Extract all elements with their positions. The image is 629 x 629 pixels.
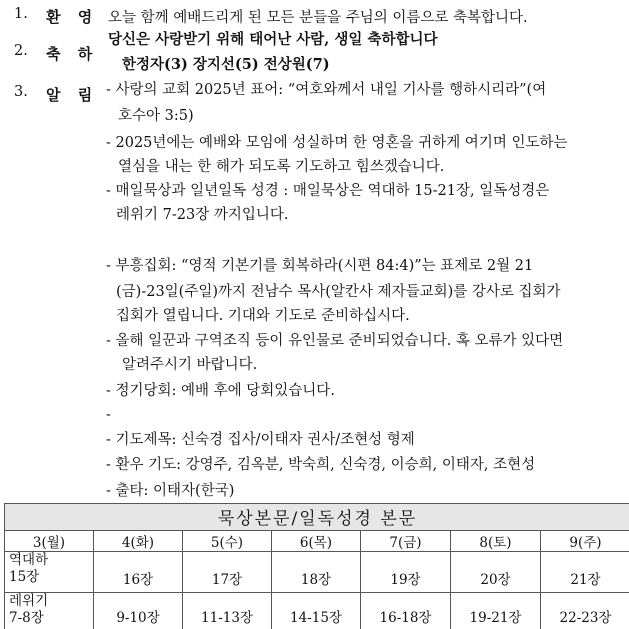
day-header: 8(토) — [451, 531, 541, 552]
birthday-names: 한정자(3) 장지선(5) 전상원(7) — [122, 56, 330, 73]
table-cell — [541, 593, 629, 629]
table-cell — [451, 552, 541, 593]
notice-line: - 매일묵상과 일년일독 성경 : 매일묵상은 역대하 15-21장, 일독성경은 — [106, 183, 550, 199]
table-cell — [183, 593, 272, 629]
chapter-value: 14-15장 — [290, 610, 342, 626]
notice-line: 열심을 내는 한 해가 되도록 기도하고 힘쓰겠습니다. — [118, 159, 445, 175]
notice-line: - 2025년에는 예배와 모임에 성실하며 한 영혼을 귀하게 여기며 인도하는 — [106, 135, 568, 151]
day-header: 3(월) — [5, 531, 94, 552]
table-cell — [94, 593, 183, 629]
notice-line: 알려주시기 바랍니다. — [122, 357, 258, 373]
notice-line: - 올해 일꾼과 구역조직 등이 유인물로 준비되었습니다. 혹 오류가 있다면 — [106, 333, 564, 349]
table-cell — [5, 552, 94, 593]
table-cell — [451, 593, 541, 629]
notice-line: 호수아 3:5) — [118, 108, 194, 124]
table-cell — [541, 552, 629, 593]
table-header-row — [5, 531, 629, 552]
welcome-number: 1. — [14, 6, 28, 22]
notice-line: - — [106, 407, 111, 423]
book-label: 역대하 — [9, 552, 49, 568]
chapter-value: 21장 — [570, 572, 601, 588]
reading-schedule-table — [4, 503, 629, 629]
chapter-value: 16장 — [122, 572, 154, 588]
table-title: 묵상본문/일독성경 본문 — [5, 504, 629, 531]
notice-line: 집회가 열립니다. 기대와 기도로 준비하십시다. — [116, 308, 410, 324]
notice-number: 3. — [14, 84, 28, 100]
chapter-value: 15장 — [9, 569, 40, 585]
chapter-value: 17장 — [211, 572, 243, 588]
notice-line: - 출타: 이태자(한국) — [106, 483, 235, 499]
welcome-heading: 환 영 — [46, 8, 99, 26]
chapter-value: 19장 — [390, 572, 421, 588]
notice-line: - 사랑의 교회 2025년 표어: “여호와께서 내일 기사를 행하시리라”(여 — [106, 82, 547, 98]
notice-line: (금)-23일(주일)까지 전남수 목사(알칸사 제자들교회)를 강사로 집회가 — [116, 284, 561, 300]
table-cell — [272, 593, 361, 629]
chapter-value: 7-8장 — [9, 610, 44, 626]
table-cell — [183, 552, 272, 593]
day-header: 5(수) — [183, 531, 272, 552]
table-row — [5, 552, 629, 593]
notice-line: - 정기당회: 예배 후에 당회있습니다. — [106, 383, 335, 399]
notice-heading: 알 림 — [46, 86, 99, 104]
chapter-value: 16-18장 — [379, 610, 432, 626]
notice-line: - 부흥집회: “영적 기본기를 회복하라(시편 84:4)”는 표제로 2월 21 — [106, 258, 534, 274]
day-header: 9(주) — [541, 531, 629, 552]
congrats-number: 2. — [14, 43, 28, 59]
chapter-value: 22-23장 — [559, 610, 612, 626]
chapter-value: 11-13장 — [201, 610, 253, 626]
table-cell — [361, 593, 451, 629]
chapter-value: 18장 — [300, 572, 332, 588]
table-cell — [94, 552, 183, 593]
congrats-text: 당신은 사랑받기 위해 태어난 사람, 생일 축하합니다 — [108, 31, 438, 48]
notice-line: 레위기 7-23장 까지입니다. — [116, 207, 289, 223]
day-header: 7(금) — [361, 531, 451, 552]
table-cell — [5, 593, 94, 629]
book-label: 레위기 — [9, 593, 49, 609]
notice-line: - 기도제목: 신숙경 집사/이태자 권사/조현성 형제 — [106, 432, 415, 448]
notice-line: - 환우 기도: 강영주, 김옥분, 박숙희, 신숙경, 이승희, 이태자, 조현성 — [106, 457, 536, 473]
table-cell — [272, 552, 361, 593]
chapter-value: 9-10장 — [116, 610, 160, 626]
welcome-text: 오늘 함께 예배드리게 된 모든 분들을 주님의 이름으로 축복합니다. — [108, 10, 528, 26]
chapter-value: 19-21장 — [469, 610, 522, 626]
chapter-value: 20장 — [480, 572, 511, 588]
table-row — [5, 593, 629, 629]
day-header: 6(목) — [272, 531, 361, 552]
table-cell — [361, 552, 451, 593]
day-header: 4(화) — [94, 531, 183, 552]
congrats-heading: 축 하 — [46, 45, 99, 63]
